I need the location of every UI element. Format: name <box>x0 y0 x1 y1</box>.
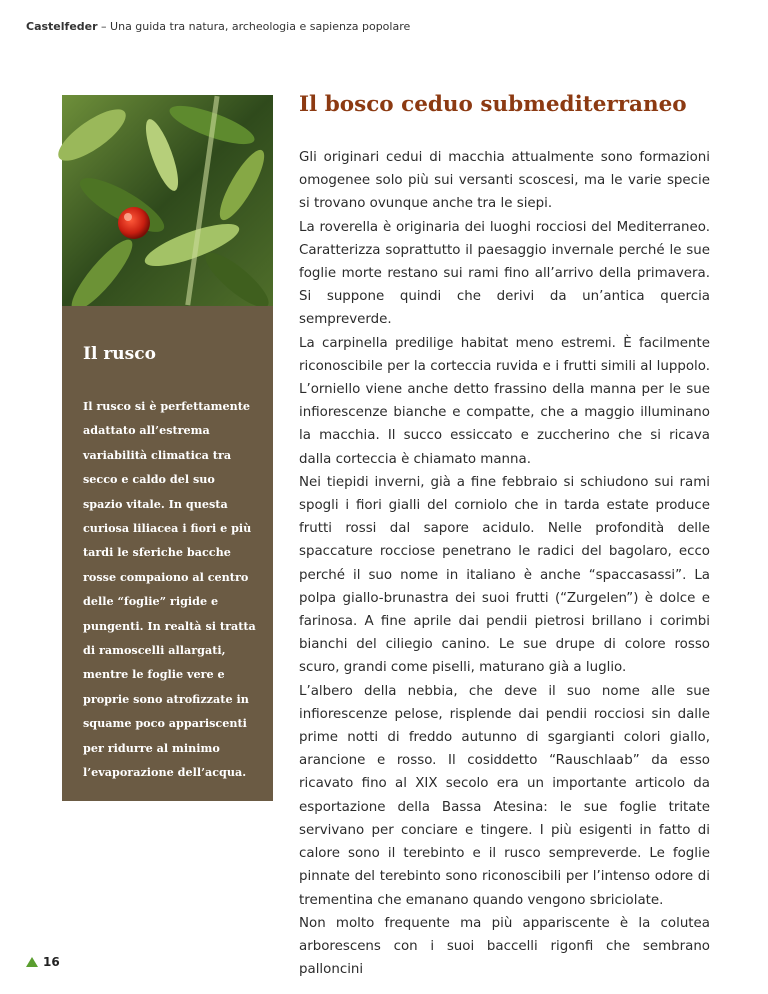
page-number: 16 <box>43 955 60 969</box>
header-subtitle: – Una guida tra natura, archeologia e sapienza popolare <box>97 20 411 33</box>
rusco-photo-illustration <box>62 95 273 306</box>
triangle-icon <box>26 957 38 967</box>
article-paragraph: Gli originari cedui di macchia attualmente sono formazioni omogenee solo più sui versanti scoscesi, ma le varie specie si trovano ovunque anche tra le siepi. <box>299 150 710 212</box>
sidebar-box <box>62 306 273 801</box>
article-title: Il bosco ceduo submediterraneo <box>299 92 687 117</box>
article-paragraph: La carpinella predilige habitat meno estremi. È facilmente riconoscibile per la corteccia ruvida e i frutti simili al luppolo. L’orniello viene anche detto frassino della manna per le sue infiorescenze bianche e compatte, che a maggio illuminano la macchia. Il succo essiccato e zuccherino che si ricava dalla corteccia è chiamato manna. <box>299 335 710 467</box>
page-footer <box>26 955 60 969</box>
article-paragraph: L’albero della nebbia, che deve il suo nome alle sue infiorescenze pelose, risplende dai pendii rocciosi sin dalle prime notti di freddo autunno di sgargianti colori giallo, arancione e rosso. Il cosiddetto “Rauschlaab” da esso ricavato fino al XIX secolo era un importante articolo da esportazione della Bassa Atesina: le sue foglie tritate servivano per conciare e tingere. I più esigenti in fatto di calore sono il terebinto e il rusco sempreverde. Le foglie pinnate del terebinto sono riconoscibili per l’intenso odore di trementina che emanano quando vengono sbriciolate. <box>299 683 710 908</box>
article-paragraph: La roverella è originaria dei luoghi rocciosi del Mediterraneo. Caratterizza soprattutto il paesaggio invernale perché le sue foglie morte restano sui rami fino all’arrivo della primavera. Si suppone quindi che derivi da un’antica quercia sempreverde. <box>299 219 710 328</box>
rusco-photo <box>62 95 273 306</box>
article-body <box>299 146 710 978</box>
running-header <box>26 20 410 33</box>
sidebar-title: Il rusco <box>83 344 156 364</box>
article-paragraph: Nei tiepidi inverni, già a fine febbraio si schiudono sui rami spogli i fiori gialli del corniolo che in tarda estate produce frutti rossi dal sapore acidulo. Nelle profondità delle spaccature rocciose penetrano le radici del bagolaro, ecco perché il suo nome in italiano è anche “spaccasassi”. La polpa giallo-brunastra dei suoi frutti (“Zurgelen”) è dolce e farinosa. A fine aprile dai pendii pietrosi brillano i corimbi bianchi del ciliegio canino. Le sue drupe di colore rosso scuro, grandi come piselli, maturano già a luglio. <box>299 474 710 676</box>
article-paragraph: Non molto frequente ma più appariscente è la colutea arborescens con i suoi baccelli rigonfi che sembrano palloncini <box>299 915 710 978</box>
header-brand: Castelfeder <box>26 20 98 33</box>
sidebar-text: Il rusco si è perfettamente adattato all’estrema variabilità climatica tra secco e caldo del suo spazio vitale. In questa curiosa liliacea i fiori e più tardi le sferiche bacche rosse compaiono al centro delle “foglie” rigide e pungenti. In realtà si tratta di ramoscelli allargati, mentre le foglie vere e proprie sono atrofizzate in squame poco appariscenti per ridurre al minimo l’evaporazione dell’acqua. <box>83 399 256 780</box>
